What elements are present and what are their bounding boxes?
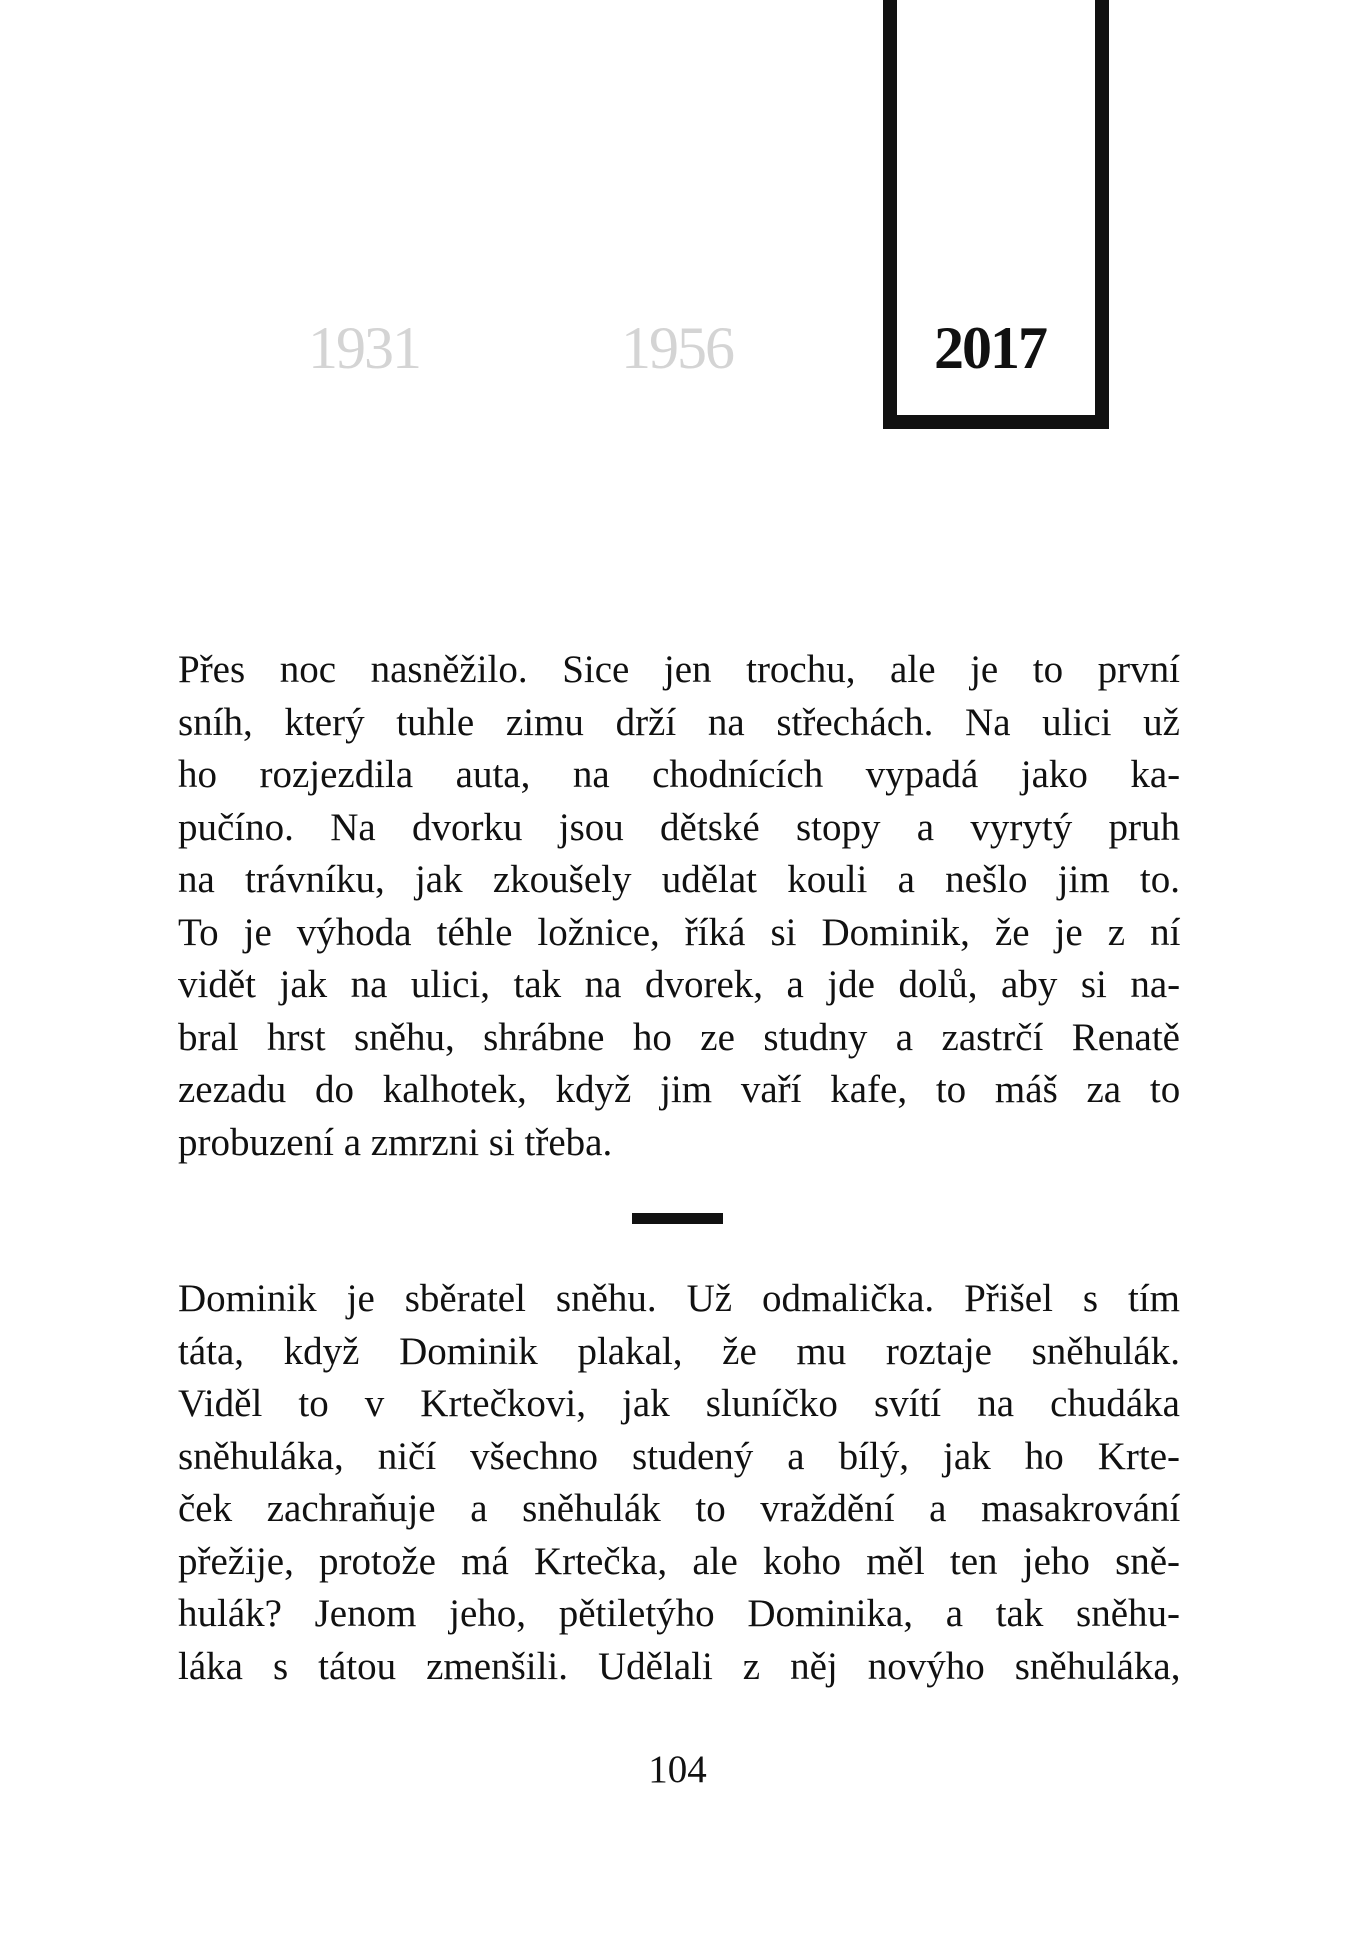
year-1931-label: 1931 [308,315,420,381]
paragraph-2-line: táta, když Dominik plakal, že mu roztaje sněhulák. [178,1329,1180,1373]
paragraph-2-line: Dominik je sběratel sněhu. Už odmalička. Přišel s tím [178,1277,1180,1320]
paragraph-2-line: hulák? Jenom jeho, pětiletýho Dominika, a tak sněhu- [178,1592,1180,1635]
year-1956-label: 1956 [621,315,733,381]
paragraph-1-line: To je výhoda téhle ložnice, říká si Dominik, že je z ní [178,910,1181,954]
paragraph-1-line: zezadu do kalhotek, když jim vaří kafe, to máš za to [178,1068,1181,1111]
paragraph-1-line: probuzení a zmrzni si třeba. [178,1120,613,1164]
section-divider [632,1213,723,1224]
paragraph-1-line: pučíno. Na dvorku jsou dětské stopy a vyrytý pruh [178,805,1180,849]
page-number: 104 [648,1748,707,1791]
paragraph-2 [178,1273,1180,1693]
paragraph-1-line: bral hrst sněhu, shrábne ho ze studny a zastrčí Renatě [178,1015,1180,1059]
year-2017-label: 2017 [934,315,1046,381]
paragraph-2-line: přežije, protože má Krtečka, ale koho měl ten jeho sně- [178,1539,1181,1583]
paragraph-1-line: Přes noc nasněžilo. Sice jen trochu, ale je to první [178,648,1180,691]
paragraph-1-line: ho rozjezdila auta, na chodnících vypadá jako ka- [178,753,1181,796]
paragraph-2-line: Viděl to v Krtečkovi, jak sluníčko svítí na chudáka [178,1382,1180,1425]
paragraph-1-line: sníh, který tuhle zimu drží na střechách. Na ulici už [178,700,1180,744]
paragraph-2-line: sněhuláka, ničí všechno studený a bílý, jak ho Krte- [178,1434,1180,1478]
paragraph-1-line: vidět jak na ulici, tak na dvorek, a jde dolů, aby si na- [178,963,1181,1006]
paragraph-1-line: na trávníku, jak zkoušely udělat kouli a nešlo jim to. [178,858,1180,901]
paragraph-2-line: láka s tátou zmenšili. Udělali z něj novýho sněhuláka, [178,1644,1181,1688]
paragraph-2-line: ček zachraňuje a sněhulák to vraždění a masakrování [178,1487,1181,1530]
paragraph-1 [178,644,1180,1169]
